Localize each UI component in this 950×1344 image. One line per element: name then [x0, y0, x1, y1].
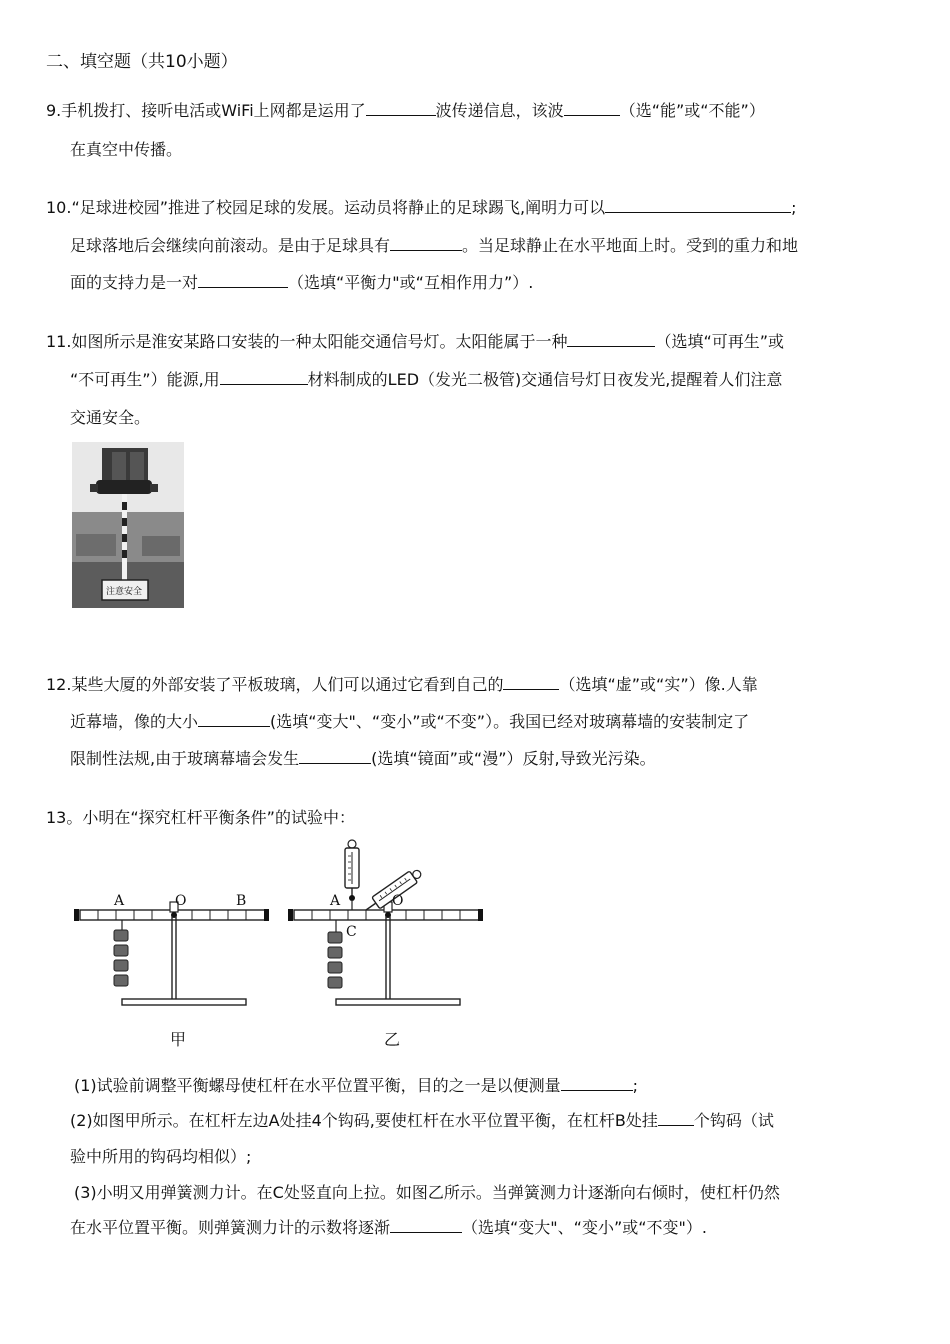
q9-text-a: 9.手机拨打、接听电活或WiFi上网都是运用了 [46, 101, 366, 120]
q13-sub3-text-b: （选填“变大"、“变小”或“不变"）. [462, 1218, 707, 1237]
question-10-line-3 [70, 273, 533, 293]
q13-sub3-line-1: (3)小明又用弹簧测力计。在C处竖直向上拉。如图乙所示。当弹簧测力计逐渐向右倾时，使杠杆仍然 [74, 1183, 780, 1202]
q12-text-c: 近幕墙，像的大小 [70, 712, 199, 731]
q13-sub1-end: ; [632, 1076, 639, 1095]
q13-sub2-line-1 [70, 1111, 774, 1131]
question-10-line-1 [46, 198, 797, 218]
question-11-line-3: 交通安全。 [70, 408, 151, 427]
q11-blank-2[interactable] [220, 370, 308, 385]
q10-text-f: （选填“平衡力"或“互相作用力”）. [288, 273, 534, 292]
question-12-line-2 [70, 712, 749, 732]
section-title: 二、填空题（共10小题） [46, 52, 238, 72]
q9-text-c: （选“能”或“不能”） [619, 101, 765, 120]
traffic-sign-label: 注意安全 [106, 587, 143, 597]
q12-blank-2[interactable] [198, 712, 270, 727]
q10-text-d: 。当足球静止在水平地面上时。受到的重力和地 [462, 236, 799, 255]
jia-caption: 甲 [170, 1030, 187, 1049]
q10-blank-1[interactable] [605, 198, 791, 213]
q11-text-c: “不可再生”）能源,用 [70, 370, 220, 389]
q9-blank-2[interactable] [564, 101, 620, 116]
q12-blank-1[interactable] [503, 675, 559, 690]
traffic-light-photo [72, 442, 184, 608]
q11-text-b: （选填“可再生”或 [655, 332, 785, 351]
yi-label-c: C [346, 924, 357, 940]
q9-text-b: 波传递信息，该波 [435, 101, 564, 120]
q10-text-e: 面的支持力是一对 [70, 273, 199, 292]
q10-text-c: 足球落地后会继续向前滚动。是由于足球具有 [70, 236, 391, 255]
q13-blank-1[interactable] [561, 1076, 633, 1091]
q11-text-d: 材料制成的LED（发光二极管)交通信号灯日夜发光,提醒着人们注意 [307, 370, 783, 389]
q12-text-e: 限制性法规,由于玻璃幕墙会发生 [70, 749, 300, 768]
q13-sub1-text: (1)试验前调整平衡螺母使杠杆在水平位置平衡，目的之一是以便测量 [74, 1076, 561, 1095]
yi-caption: 乙 [384, 1030, 401, 1049]
q12-blank-3[interactable] [299, 749, 371, 764]
q10-text-a: 10.“足球进校园”推进了校园足球的发展。运动员将静止的足球踢飞,阐明力可以 [46, 198, 606, 217]
q12-text-f: (选填“镜面”或“漫”）反射,导致光污染。 [371, 749, 656, 768]
q13-sub2-text-b: 个钩码（试 [693, 1111, 774, 1130]
question-13-intro: 13。小明在“探究杠杆平衡条件”的试验中： [46, 808, 355, 827]
q13-sub3-text-a: 在水平位置平衡。则弹簧测力计的示数将逐渐 [70, 1218, 391, 1237]
lever-figure-yi [282, 836, 494, 1012]
q10-text-b: ; [791, 198, 797, 217]
q10-blank-2[interactable] [390, 236, 462, 251]
question-9-line-1 [46, 101, 765, 121]
question-9-line-2: 在真空中传播。 [70, 140, 183, 159]
question-11-line-1 [46, 332, 784, 352]
q10-blank-3[interactable] [198, 273, 288, 288]
question-11-line-2 [70, 370, 782, 390]
yi-label-a: A [330, 893, 341, 909]
lever-figure-jia [68, 880, 280, 1010]
q9-blank-1[interactable] [366, 101, 436, 116]
jia-label-o: O [175, 893, 187, 909]
q12-text-d: (选填“变大"、“变小”或“不变”）。我国已经对玻璃幕墙的安装制定了 [270, 712, 750, 731]
q13-sub2-line-2: 验中所用的钩码均相似）; [70, 1147, 252, 1166]
question-10-line-2 [70, 236, 798, 256]
q13-sub1 [74, 1076, 638, 1096]
jia-label-b: B [236, 893, 247, 909]
q11-blank-1[interactable] [567, 332, 655, 347]
q13-blank-3[interactable] [390, 1218, 462, 1233]
jia-label-a: A [114, 893, 125, 909]
q13-sub3-line-2 [70, 1218, 707, 1238]
q12-text-b: （选填“虚”或“实”）像.人靠 [559, 675, 758, 694]
q11-text-a: 11.如图所示是淮安某路口安装的一种太阳能交通信号灯。太阳能属于一种 [46, 332, 568, 351]
question-12-line-1 [46, 675, 758, 695]
question-12-line-3 [70, 749, 656, 769]
yi-label-o: O [392, 893, 404, 909]
q13-blank-2[interactable] [658, 1111, 694, 1126]
q12-text-a: 12.某些大厦的外部安装了平板玻璃，人们可以通过它看到自己的 [46, 675, 504, 694]
q13-sub2-text-a: (2)如图甲所示。在杠杆左边A处挂4个钩码,要使杠杆在水平位置平衡，在杠杆B处挂 [70, 1111, 658, 1130]
